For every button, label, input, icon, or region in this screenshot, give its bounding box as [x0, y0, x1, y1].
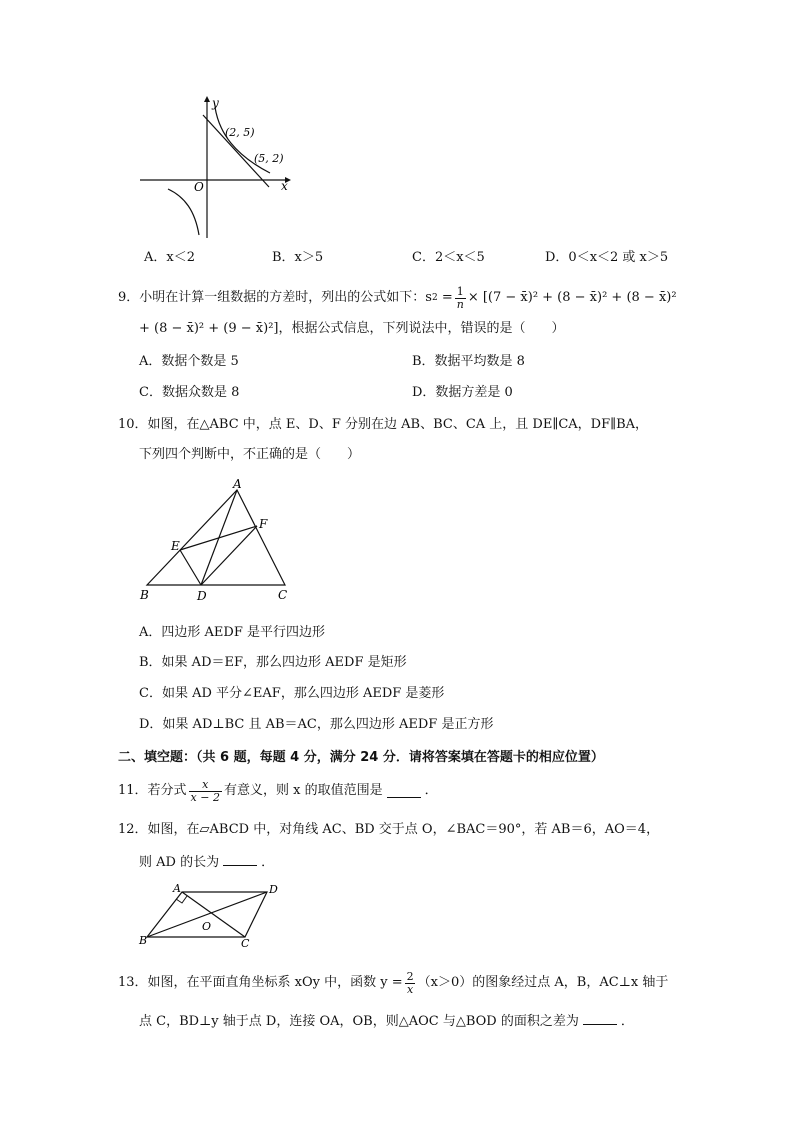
origin-label: O — [194, 180, 204, 194]
q10-option-d: D．如果 AD⊥BC 且 AB＝AC，那么四边形 AEDF 是正方形 — [139, 717, 494, 732]
q12-answer-blank[interactable] — [223, 853, 257, 866]
q9-formula-line1: × [(7 − x̄)² + (8 − x̄)² + (8 − x̄)² — [467, 290, 677, 305]
diagonal-ac — [182, 892, 245, 937]
segment-de — [180, 550, 201, 585]
q12-line2-end: ． — [261, 855, 275, 870]
q13-fraction-numerator: 2 — [406, 969, 414, 983]
q10-option-a: A．四边形 AEDF 是平行四边形 — [139, 625, 325, 640]
vertex-f-label: F — [259, 517, 268, 531]
q10-option-b: B．如果 AD＝EF，那么四边形 AEDF 是矩形 — [139, 655, 407, 670]
vertex-a-label: A — [173, 882, 181, 895]
q9-option-a: A．数据个数是 5 — [139, 354, 239, 369]
q9-option-c: C．数据众数是 8 — [139, 385, 240, 400]
vertex-d-label: D — [269, 883, 278, 896]
q11-answer-blank[interactable] — [387, 785, 421, 798]
hyperbola-branch-3 — [168, 189, 199, 235]
vertex-b-label: B — [139, 934, 148, 947]
q13-line2-end: ． — [620, 1014, 634, 1029]
q9-option-b: B．数据平均数是 8 — [412, 354, 525, 369]
q9-fraction — [455, 286, 466, 311]
vertex-d-label: D — [197, 589, 207, 603]
q13-answer-blank[interactable] — [583, 1012, 617, 1025]
vertex-c-label: C — [278, 588, 288, 602]
q9-option-d: D．数据方差是 0 — [412, 385, 513, 400]
q10-stem-line1: 10．如图，在△ABC 中，点 E、D、F 分别在边 AB、BC、CA 上，且 DE∥CA，DF∥BA， — [118, 417, 649, 432]
q8-graph — [135, 93, 295, 243]
q10-triangle-figure — [135, 478, 305, 604]
q12-parallelogram-figure — [135, 882, 295, 952]
q8-option-b: B．x＞5 — [272, 250, 324, 265]
q8-option-d: D．0＜x＜2 或 x＞5 — [545, 250, 669, 265]
point-b-label: (5, 2) — [254, 152, 284, 165]
vertex-a-label: A — [233, 478, 242, 491]
point-a-label: (2, 5) — [225, 126, 255, 139]
y-axis-arrow — [204, 96, 210, 102]
vertex-c-label: C — [241, 937, 250, 950]
q8-option-c: C．2＜x＜5 — [412, 250, 485, 265]
q9-fraction-numerator: 1 — [456, 284, 464, 298]
q9-fraction-denominator: n — [456, 297, 464, 311]
q12-line2-prefix: 则 AD 的长为 — [139, 855, 220, 870]
q12-stem-line2 — [139, 853, 274, 871]
q11-prefix: 11．若分式 — [118, 783, 187, 798]
q13-suffix: （x＞0）的图象经过点 A，B，AC⊥x 轴于 — [417, 975, 669, 990]
q11-fraction-numerator: x — [202, 777, 209, 791]
point-o-label: O — [202, 920, 212, 933]
q11-suffix: 有意义，则 x 的取值范围是 — [223, 783, 383, 798]
q12-stem-line1: 12．如图，在▱ABCD 中，对角线 AC、BD 交于点 O，∠BAC＝90°，若 AB＝6，AO＝4， — [118, 822, 660, 837]
q9-formula-line2: + (8 − x̄)² + (9 − x̄)²]，根据公式信息，下列说法中，错误的是（ ） — [139, 321, 565, 336]
q13-stem-line2 — [139, 1012, 634, 1030]
triangle-abc — [147, 490, 285, 585]
q9-stem: 9． 小明在计算一组数据的方差时，列出的公式如下：s 2 = $\frac{1}{n}$ × [(7 − x̄)² + (8 − x̄)² + (8 − x̄)² — [118, 284, 677, 311]
q13-line2-text: 点 C，BD⊥y 轴于点 D，连接 OA，OB，则△AOC 与△BOD 的面积之差为 — [139, 1014, 579, 1029]
q13-stem-line1 — [118, 968, 668, 998]
q9-stem-text: 小明在计算一组数据的方差时，列出的公式如下：s — [139, 290, 432, 305]
q13-fraction-denominator: x — [407, 982, 414, 996]
y-axis-label: y — [212, 96, 219, 110]
q11-fraction — [189, 779, 222, 804]
q9-number: 9． — [118, 290, 140, 305]
q11-end: ． — [424, 783, 438, 798]
q10-option-c: C．如果 AD 平分∠EAF，那么四边形 AEDF 是菱形 — [139, 686, 445, 701]
q11-stem — [118, 776, 438, 806]
section-2-heading: 二、填空题：（共 6 题，每题 4 分，满分 24 分．请将答案填在答题卡的相应位置） — [118, 750, 604, 765]
q13-fraction — [405, 971, 416, 996]
vertex-b-label: B — [140, 588, 149, 602]
q11-fraction-denominator: x − 2 — [190, 790, 220, 804]
q13-prefix: 13．如图，在平面直角坐标系 xOy 中，函数 y = — [118, 975, 403, 990]
vertex-e-label: E — [171, 539, 180, 553]
q8-option-a: A．x＜2 — [144, 250, 195, 265]
x-axis-label: x — [281, 179, 288, 193]
q10-stem-line2: 下列四个判断中，不正确的是（ ） — [139, 447, 361, 462]
